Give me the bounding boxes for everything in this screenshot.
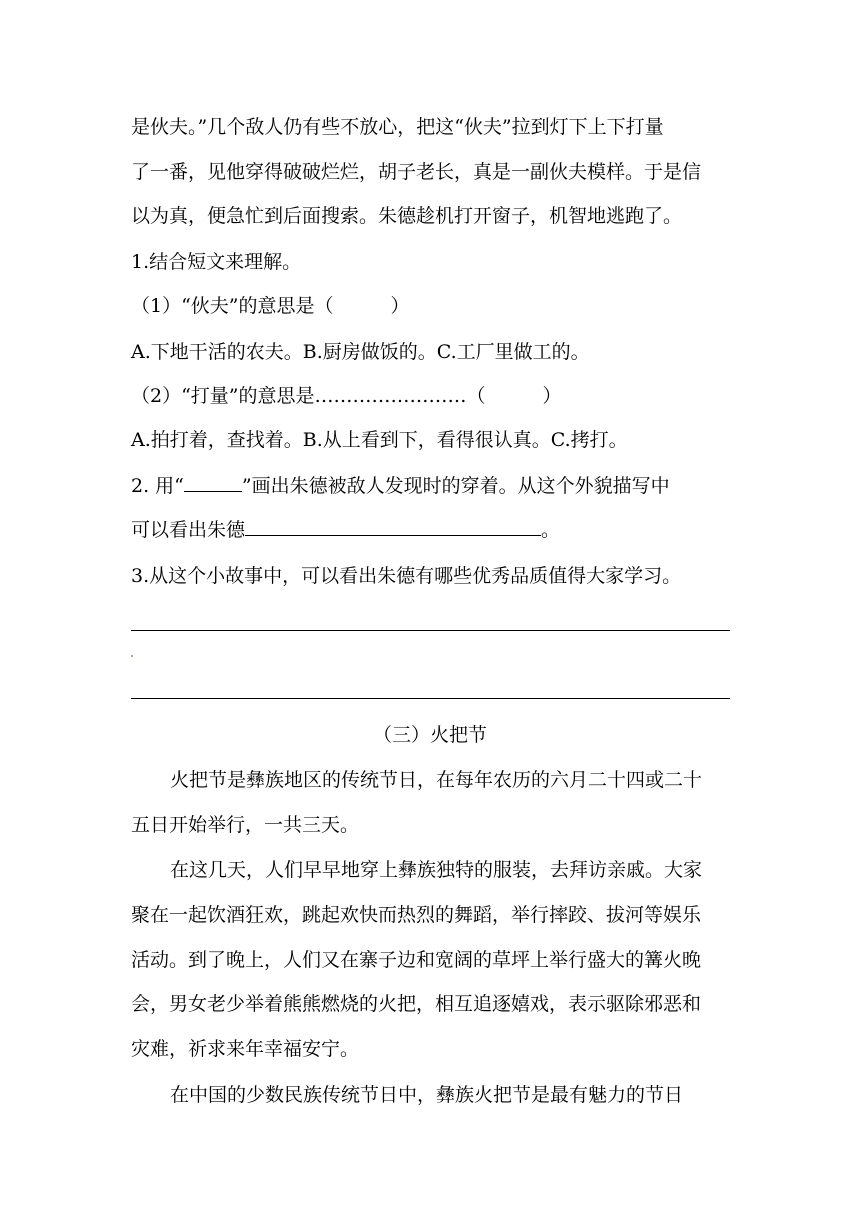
- passage-line: 在这几天，人们早早地穿上彝族独特的服装，去拜访亲戚。大家: [170, 859, 703, 881]
- question-1-part-2-options: A.拍打着，查找着。B.从上看到下，看得很认真。C.拷打。: [131, 429, 628, 451]
- question-2-line-1: [131, 471, 731, 501]
- question-1-part-2: （2）“打量”的意思是……………………（ ）: [131, 385, 562, 407]
- answer-blank[interactable]: [245, 515, 541, 536]
- passage-line: 聚在一起饮酒狂欢，跳起欢快而热烈的舞蹈，举行摔跤、拔河等娱乐: [131, 904, 702, 926]
- question-1-part-1: （1）“伙夫”的意思是（ ）: [131, 295, 410, 317]
- passage-line: 五日开始举行，一共三天。: [131, 814, 360, 836]
- answer-line[interactable]: [131, 630, 730, 631]
- passage-line: 活动。到了晚上，人们又在寨子边和宽阔的草坪上举行盛大的篝火晚: [131, 949, 702, 971]
- stray-mark: [131, 655, 133, 657]
- answer-line[interactable]: [131, 698, 730, 699]
- passage-line: 在中国的少数民族传统节日中，彝族火把节是最有魅力的节日: [170, 1084, 684, 1106]
- question-2-line-2-suffix: 。: [541, 519, 561, 541]
- passage-line: 了一番，见他穿得破破烂烂，胡子老长，真是一副伙夫模样。于是信: [131, 161, 702, 183]
- passage-line: 会，男女老少举着熊熊燃烧的火把，相互追逐嬉戏，表示驱除邪恶和: [131, 993, 702, 1015]
- section-title: （三）火把节: [372, 724, 487, 746]
- question-1-title: 1.结合短文来理解。: [131, 251, 302, 273]
- passage-line: 灾难，祈求来年幸福安宁。: [131, 1038, 360, 1060]
- question-3-title: 3.从这个小故事中，可以看出朱德有哪些优秀品质值得大家学习。: [131, 565, 682, 587]
- question-1-part-1-options: A.下地干活的农夫。B.厨房做饭的。C.工厂里做工的。: [131, 341, 590, 363]
- question-2-line-2-prefix: 可以看出朱德: [131, 519, 246, 541]
- question-2-line-2: [131, 515, 731, 545]
- passage-line: 火把节是彝族地区的传统节日，在每年农历的六月二十四或二十: [170, 769, 703, 791]
- passage-line: 是伙夫。”几个敌人仍有些不放心，把这“伙夫”拉到灯下上下打量: [131, 116, 664, 138]
- underline-marker-blank: [184, 471, 242, 492]
- question-2-suffix: ”画出朱德被敌人发现时的穿着。从这个外貌描写中: [241, 475, 670, 497]
- passage-line: 以为真，便急忙到后面搜索。朱德趁机打开窗子，机智地逃跑了。: [131, 205, 683, 227]
- question-2-prefix: 2. 用“: [131, 475, 184, 497]
